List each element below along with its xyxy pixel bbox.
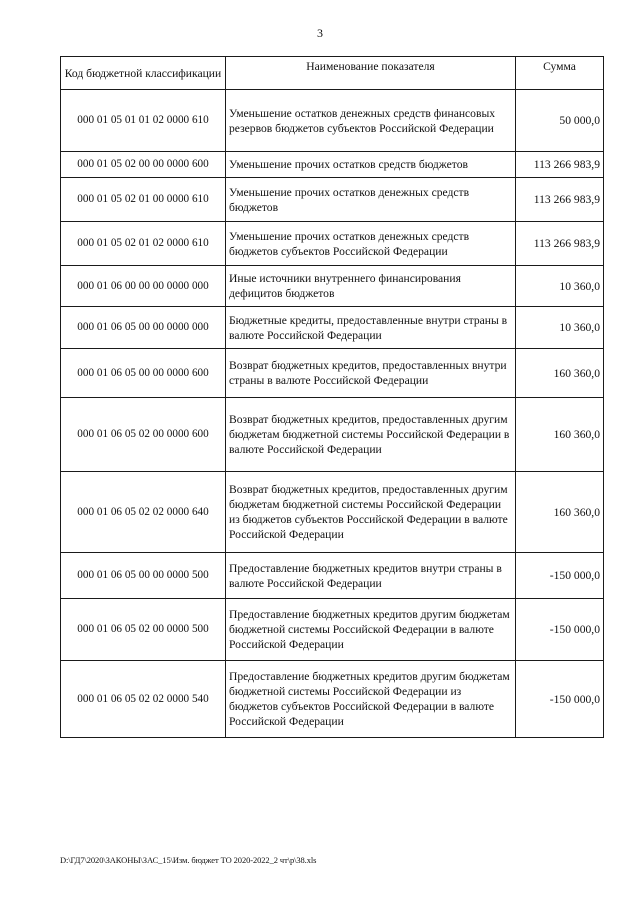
table-row (61, 661, 604, 738)
header-sum: Сумма (516, 57, 604, 90)
row-sum: 113 266 983,9 (516, 152, 604, 178)
row-sum: -150 000,0 (516, 599, 604, 661)
row-sum: 10 360,0 (516, 266, 604, 307)
row-sum: 160 360,0 (516, 472, 604, 553)
table-row (61, 553, 604, 599)
row-name: Предоставление бюджетных кредитов другим бюджетам бюджетной системы Российской Федерации в валюте Российской Федерации (226, 599, 516, 661)
row-sum: 10 360,0 (516, 307, 604, 349)
row-code: 000 01 06 05 02 02 0000 540 (61, 661, 226, 738)
row-code: 000 01 06 00 00 00 0000 000 (61, 266, 226, 307)
row-name: Уменьшение прочих остатков денежных средств бюджетов субъектов Российской Федерации (226, 222, 516, 266)
row-code: 000 01 05 02 01 00 0000 610 (61, 178, 226, 222)
row-code: 000 01 05 02 01 02 0000 610 (61, 222, 226, 266)
row-sum: 160 360,0 (516, 349, 604, 398)
row-name: Предоставление бюджетных кредитов другим бюджетам бюджетной системы Российской Федерации из бюджетов субъектов Российской Федерации в валюте Российской Федерации (226, 661, 516, 738)
table-row (61, 222, 604, 266)
row-code: 000 01 06 05 00 00 0000 600 (61, 349, 226, 398)
row-code: 000 01 06 05 00 00 0000 000 (61, 307, 226, 349)
row-name: Возврат бюджетных кредитов, предоставленных другим бюджетам бюджетной системы Российской Федерации из бюджетов субъектов Российской Федерации в валюте Российской Федерации (226, 472, 516, 553)
row-name: Бюджетные кредиты, предоставленные внутри страны в валюте Российской Федерации (226, 307, 516, 349)
row-name: Возврат бюджетных кредитов, предоставленных внутри страны в валюте Российской Федерации (226, 349, 516, 398)
row-name: Предоставление бюджетных кредитов внутри страны в валюте Российской Федерации (226, 553, 516, 599)
table-row (61, 152, 604, 178)
row-name: Уменьшение прочих остатков средств бюджетов (226, 152, 516, 178)
table-row (61, 307, 604, 349)
table-row (61, 472, 604, 553)
row-code: 000 01 06 05 02 02 0000 640 (61, 472, 226, 553)
header-name: Наименование показателя (226, 57, 516, 90)
row-sum: 113 266 983,9 (516, 178, 604, 222)
table-row (61, 90, 604, 152)
row-code: 000 01 06 05 02 00 0000 500 (61, 599, 226, 661)
row-code: 000 01 05 02 00 00 0000 600 (61, 152, 226, 178)
table-row (61, 266, 604, 307)
row-name: Уменьшение остатков денежных средств финансовых резервов бюджетов субъектов Российской Федерации (226, 90, 516, 152)
page-number: 3 (317, 26, 323, 40)
budget-sources-table (60, 56, 604, 738)
row-sum: 50 000,0 (516, 90, 604, 152)
row-sum: 160 360,0 (516, 398, 604, 472)
row-sum: 113 266 983,9 (516, 222, 604, 266)
row-sum: -150 000,0 (516, 553, 604, 599)
row-sum: -150 000,0 (516, 661, 604, 738)
file-path-footer: D:\ГД7\2020\ЗАКОНЫ\ЗАС_15\Изм. бюджет ТО 2020-2022_2 чт\р\38.xls (60, 855, 317, 865)
row-name: Возврат бюджетных кредитов, предоставленных другим бюджетам бюджетной системы Российской Федерации в валюте Российской Федерации (226, 398, 516, 472)
table-row (61, 178, 604, 222)
row-code: 000 01 06 05 02 00 0000 600 (61, 398, 226, 472)
row-name: Уменьшение прочих остатков денежных средств бюджетов (226, 178, 516, 222)
row-code: 000 01 05 01 01 02 0000 610 (61, 90, 226, 152)
table-header (61, 57, 604, 90)
row-code: 000 01 06 05 00 00 0000 500 (61, 553, 226, 599)
header-code: Код бюджетной классификации (61, 57, 226, 90)
table-row (61, 398, 604, 472)
table-row (61, 349, 604, 398)
table-row (61, 599, 604, 661)
row-name: Иные источники внутреннего финансирования дефицитов бюджетов (226, 266, 516, 307)
